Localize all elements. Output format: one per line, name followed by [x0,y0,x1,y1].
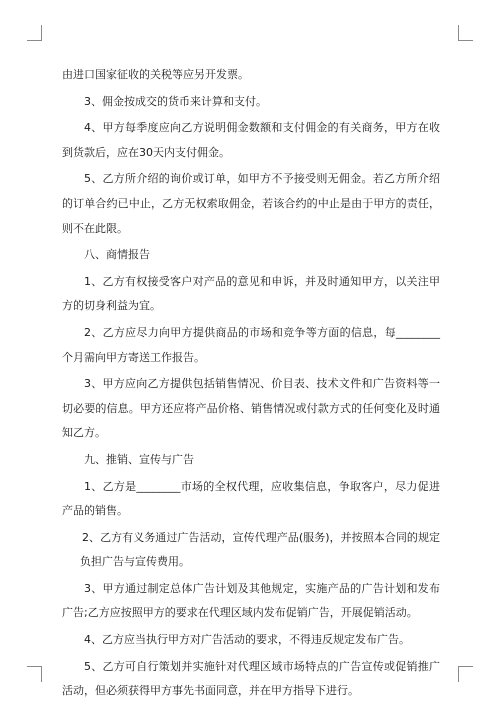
section-heading-promotion: 九、推销、宣传与广告 [84,452,194,466]
paragraph-customer-feedback: 1、乙方有权接受客户对产品的意见和申诉，并及时通知甲方，以关注甲方的切身利益为宜。 [62,274,440,313]
paragraph-ad-compliance: 4、乙方应当执行甲方对广告活动的要求，不得违反规定发布广告。 [84,633,410,647]
paragraph-invoice-note: 由进口国家征收的关税等应另开发票。 [62,68,249,81]
paragraph-no-commission: 5、乙方所介绍的询价或订单，如甲方不予接受则无佣金。若乙方所介绍的订单合约已中止，乙方无权索取佣金，若该合约的中止是由于甲方的责任，则不在此限。 [62,172,440,235]
paragraph-self-promotion: 5、乙方可自行策划并实施针对代理区域市场特点的广告宣传或促销推广活动，但必须获得甲方事先书面同意，并在甲方指导下进行。 [62,659,440,698]
section-heading-market-report: 八、商情报告 [84,248,150,262]
paragraph-advertising-duty: 2、乙方有义务通过广告活动，宣传代理产品(服务)，并按照本合同的规定负担广告与宣传费用。 [80,530,440,569]
paragraph-commission-currency: 3、佣金按成交的货币来计算和支付。 [84,94,267,108]
paragraph-market-info: 2、乙方应尽力向甲方提供商品的市场和竞争等方面的信息，每________个月需向甲方寄送工作报告。 [62,325,440,364]
crop-mark-top-left [27,25,42,41]
paragraph-supplier-info: 3、甲方应向乙方提供包括销售情况、价目表、技术文件和广告资料等一切必要的信息。甲方还应将产品价格、销售情况或付款方式的任何变化及时通知乙方。 [62,377,440,440]
paragraph-commission-payment: 4、甲方每季度应向乙方说明佣金数额和支付佣金的有关商务，甲方在收到货款后，应在30天内支付佣金。 [62,121,440,159]
crop-mark-bottom-left [27,666,42,682]
crop-mark-top-right [458,25,473,41]
crop-mark-bottom-right [458,666,473,682]
paragraph-ad-plan: 3、甲方通过制定总体广告计划及其他规定，实施产品的广告计划和发布广告;乙方应按照甲方的要求在代理区域内发布促销广告，开展促销活动。 [62,581,440,620]
paragraph-exclusive-agent: 1、乙方是________市场的全权代理，应收集信息，争取客户，尽力促进产品的销售。 [62,479,440,518]
document-body [62,63,440,704]
